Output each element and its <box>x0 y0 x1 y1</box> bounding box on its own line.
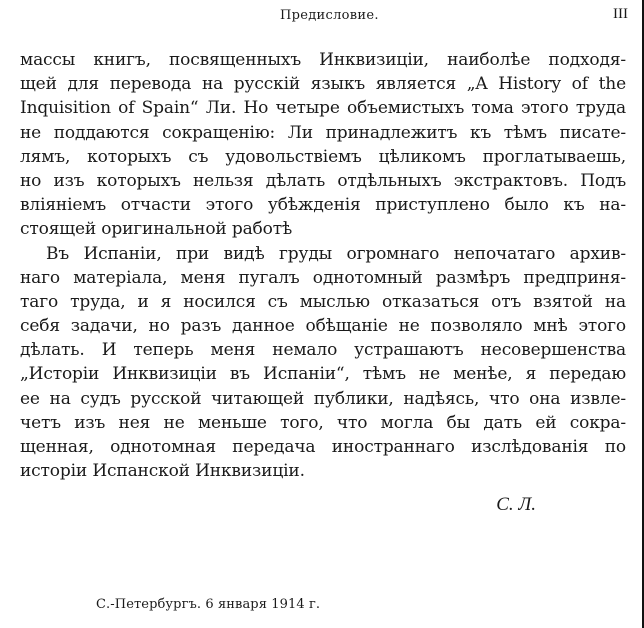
text-line: не поддаются сокращенію: Ли принадлежитъ къ тѣмъ писате- <box>20 122 626 143</box>
page-number: III <box>613 6 628 22</box>
text-line: Въ Испаніи, при видѣ груды огромнаго непочатаго архив- <box>46 243 626 264</box>
text-line: четъ изъ нея не меньше того, что могла бы дать ей сокра- <box>20 412 626 433</box>
text-line: дѣлать. И теперь меня немало устрашаютъ несовершенства <box>20 340 626 361</box>
paragraph-1 <box>20 48 626 242</box>
text-line: массы книгъ, посвященныхъ Инквизиціи, наиболѣе подходя- <box>20 50 626 70</box>
text-line: стоящей оригинальной работѣ <box>20 219 293 240</box>
paragraph-2 <box>20 242 626 484</box>
text-line: щенная, однотомная передача иностраннаго изслѣдованія по <box>20 437 626 457</box>
text-line: „Исторіи Инквизиціи въ Испаніи“, тѣмъ не менѣе, я передаю <box>20 364 626 385</box>
text-line: щей для перевода на русскій языкъ является „A History of the <box>20 74 626 95</box>
text-line: Inquisition of Spain“ Ли. Но четыре объемистыхъ тома этого труда <box>20 98 626 119</box>
text-line: наго матеріала, меня пугалъ однотомный размѣръ предприня- <box>20 267 626 288</box>
author-signature: С. Л. <box>496 494 536 515</box>
running-title: Предисловие. <box>280 8 379 23</box>
body-text <box>20 48 626 483</box>
text-line: ее на судъ русской читающей публики, надѣясь, что она извле- <box>20 388 626 409</box>
text-line: но изъ которыхъ нельзя дѣлать отдѣльныхъ экстрактовъ. Подъ <box>20 170 626 191</box>
text-line: лямъ, которыхъ съ удовольствіемъ цѣликомъ проглатываешь, <box>20 146 626 167</box>
text-line: таго труда, и я носился съ мыслью отказаться отъ взятой на <box>20 291 626 312</box>
text-line: исторіи Испанской Инквизиціи. <box>20 461 305 482</box>
dateline: С.-Петербургъ. 6 января 1914 г. <box>96 597 321 612</box>
text-line: себя задачи, но разъ данное обѣщаніе не позволяло мнѣ этого <box>20 316 626 337</box>
text-line: вліяніемъ отчасти этого убѣжденія приступлено было къ на- <box>20 195 626 216</box>
